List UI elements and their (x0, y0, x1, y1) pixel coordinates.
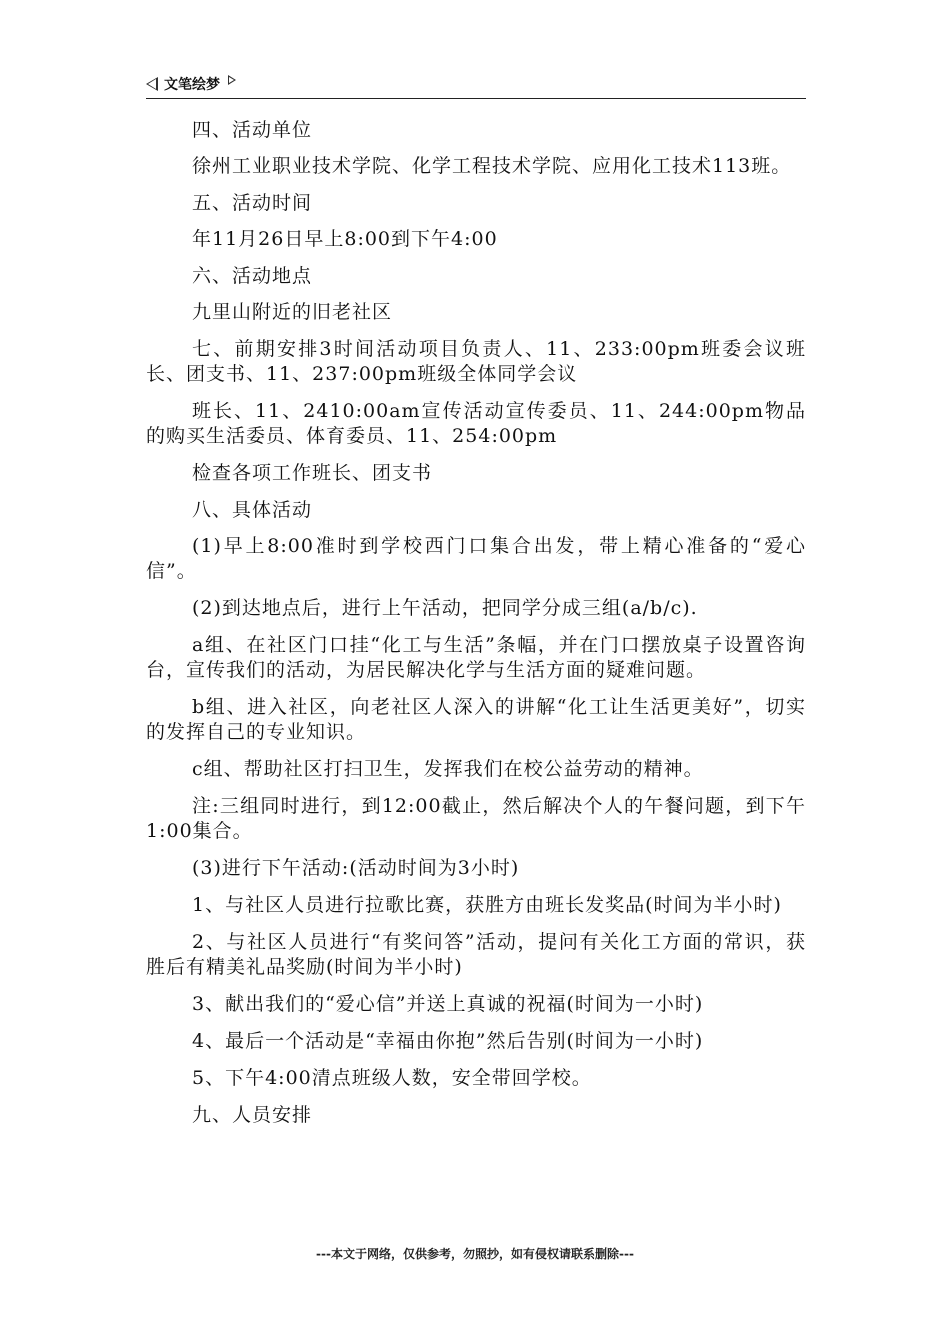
document-body (146, 118, 806, 1139)
paragraph: 年11月26日早上8:00到下午4:00 (192, 228, 498, 250)
paragraph: 5、下午4:00清点班级人数，安全带回学校。 (192, 1067, 592, 1089)
header-brand (146, 74, 236, 94)
paragraph: b组、进入社区，向老社区人深入的讲解“化工让生活更美好”，切实的发挥自己的专业知识。 (146, 696, 806, 743)
section-heading: 五、活动时间 (192, 192, 313, 214)
paragraph: 1、与社区人员进行拉歌比赛，获胜方由班长发奖品(时间为半小时) (192, 894, 782, 916)
section-heading: 四、活动单位 (192, 119, 313, 141)
page-footer: ---本文于网络，仅供参考，勿照抄，如有侵权请联系删除--- (316, 1247, 634, 1261)
paragraph: 注:三组同时进行，到12:00截止，然后解决个人的午餐问题，到下午1:00集合。 (146, 795, 806, 842)
paragraph: (3)进行下午活动:(活动时间为3小时) (192, 857, 520, 879)
brand-text: 文笔绘梦 (164, 77, 220, 93)
paragraph: 七、前期安排3时间活动项目负责人、11、233:00pm班委会议班长、团支书、11、237:00pm班级全体同学会议 (146, 338, 806, 385)
paragraph: 徐州工业职业技术学院、化学工程技术学院、应用化工技术113班。 (192, 155, 792, 177)
section-heading: 九、人员安排 (192, 1104, 313, 1126)
paragraph: 检查各项工作班长、团支书 (192, 462, 433, 484)
paragraph: 4、最后一个活动是“幸福由你抱”然后告别(时间为一小时) (192, 1030, 704, 1052)
paragraph: 3、献出我们的“爱心信”并送上真诚的祝福(时间为一小时) (192, 993, 704, 1015)
triangle-left-icon (146, 77, 158, 91)
paragraph: 班长、11、2410:00am宣传活动宣传委员、11、244:00pm物品的购买生活委员、体育委员、11、254:00pm (146, 400, 806, 447)
paragraph: c组、帮助社区打扫卫生，发挥我们在校公益劳动的精神。 (192, 758, 704, 780)
paragraph: a组、在社区门口挂“化工与生活”条幅，并在门口摆放桌子设置咨询台，宣传我们的活动，为居民解决化学与生活方面的疑难问题。 (146, 634, 806, 681)
page-header (146, 70, 806, 99)
paragraph: (1)早上8:00准时到学校西门口集合出发，带上精心准备的“爱心信”。 (146, 535, 806, 582)
section-heading: 六、活动地点 (192, 265, 313, 287)
paragraph: (2)到达地点后，进行上午活动，把同学分成三组(a/b/c). (192, 597, 698, 619)
section-heading: 八、具体活动 (192, 499, 313, 521)
triangle-right-icon (228, 75, 236, 85)
paragraph: 2、与社区人员进行“有奖问答”活动，提问有关化工方面的常识，获胜后有精美礼品奖励(时间为半小时) (146, 931, 806, 978)
paragraph: 九里山附近的旧老社区 (192, 301, 393, 323)
